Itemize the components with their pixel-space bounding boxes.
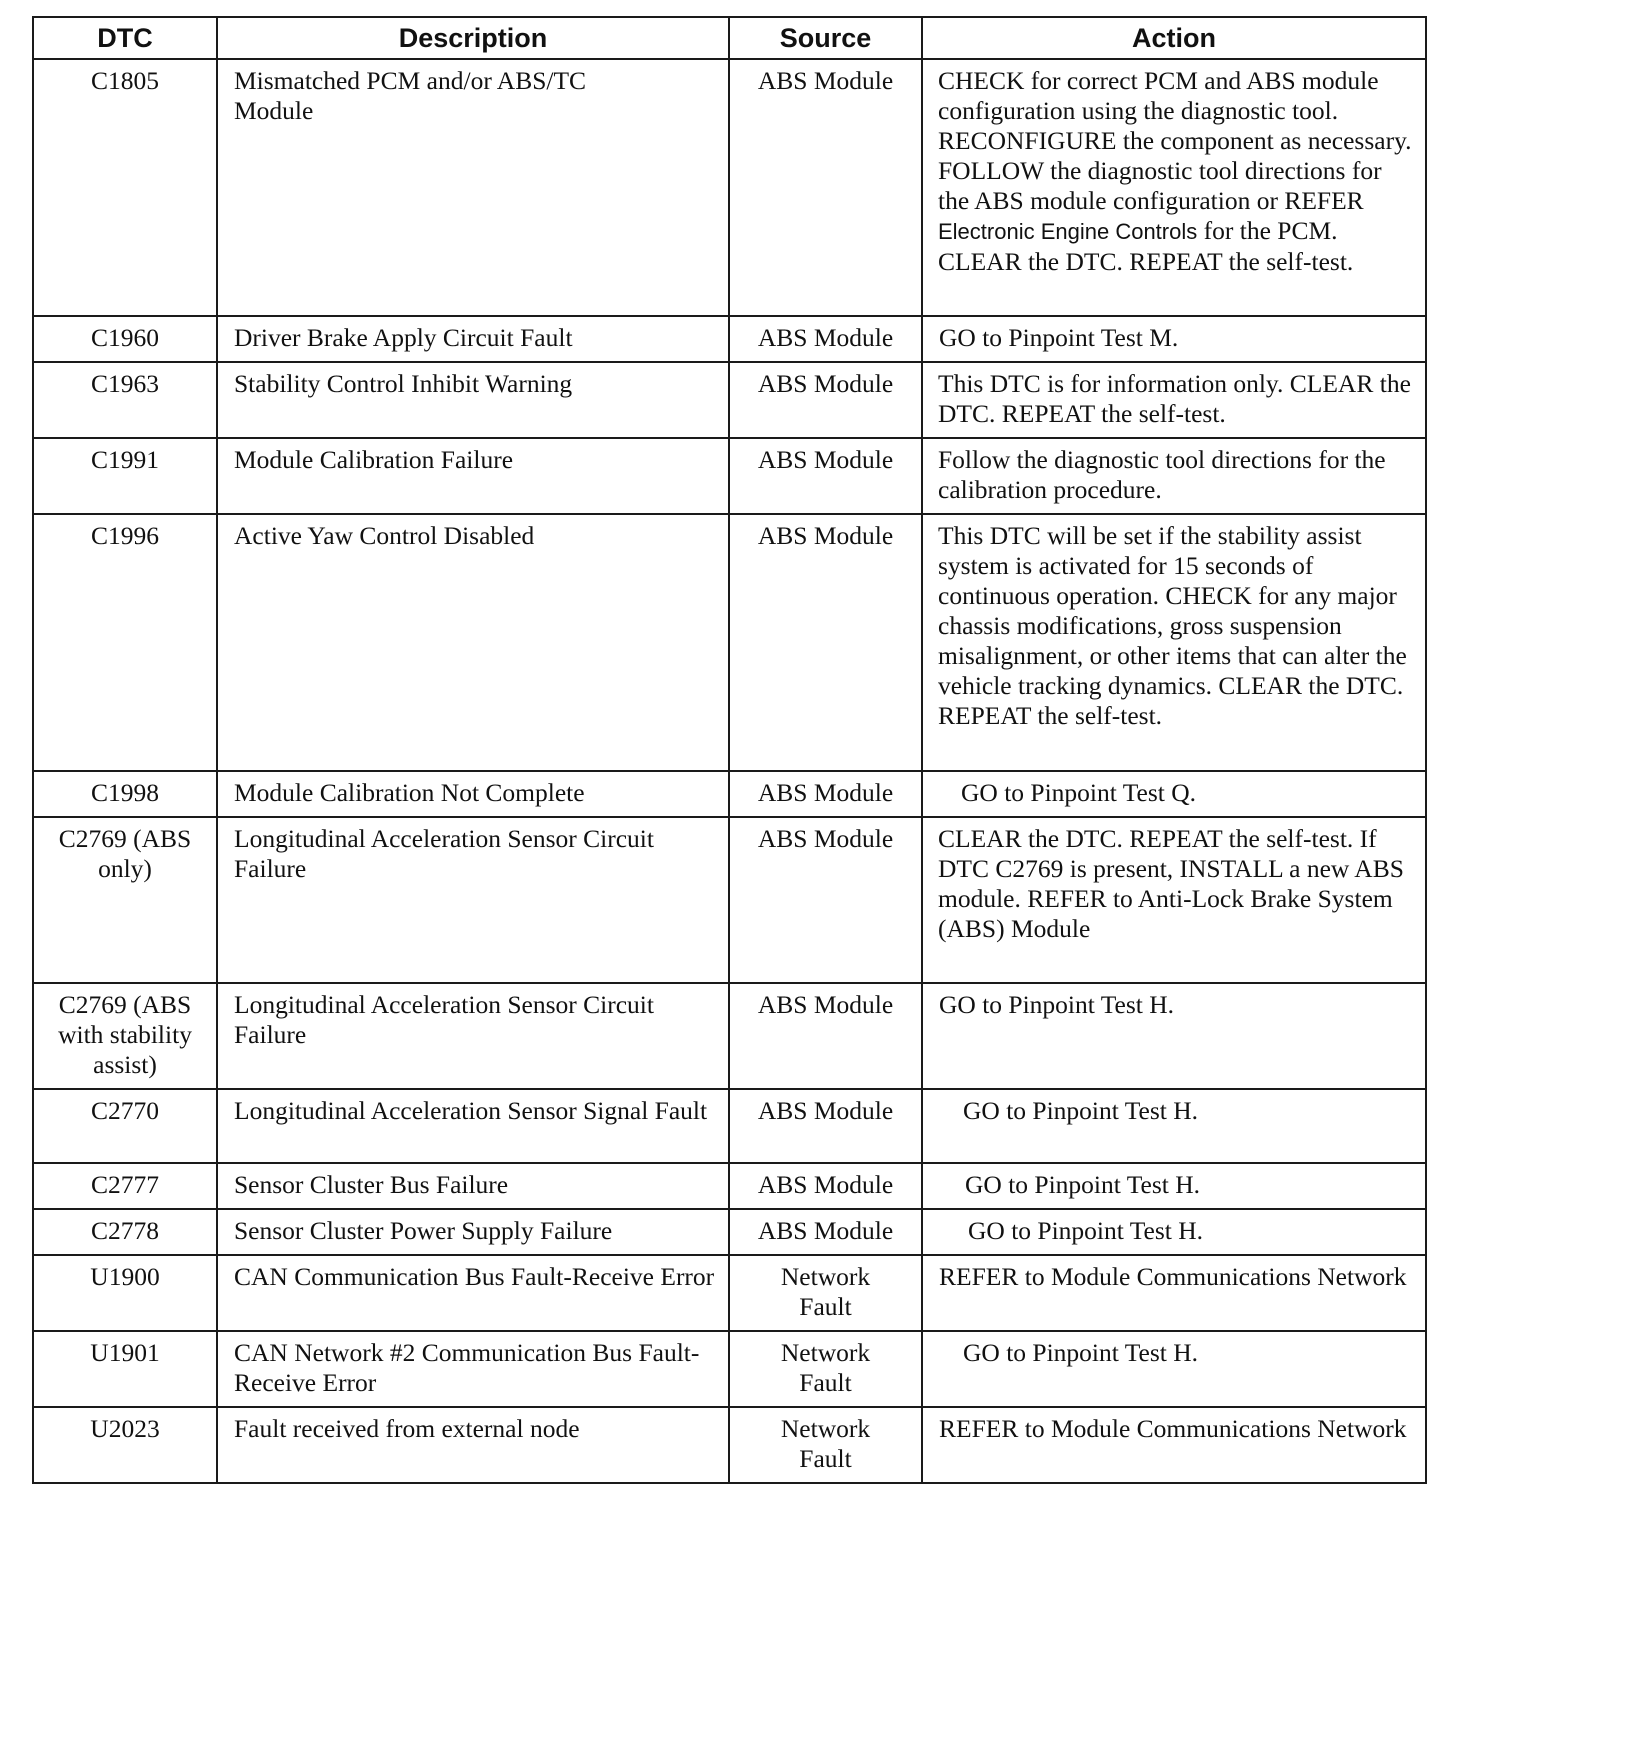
dtc-code: C1960 (33, 316, 217, 362)
dtc-description: Fault received from external node (217, 1407, 729, 1483)
action-text: CHECK for correct PCM and ABS module configuration using the diagnostic tool. RECONFIGURE the component as necessary. FOLLOW the diagnostic tool directions for the ABS module configuration or REFER (938, 66, 1412, 215)
action-text: REFER (939, 1414, 1025, 1443)
dtc-action: CLEAR the DTC. REPEAT the self-test. If DTC C2769 is present, INSTALL a new ABS module. REFER to Anti-Lock Brake System (ABS) Module (922, 817, 1426, 983)
dtc-code: C2769 (ABS only) (33, 817, 217, 983)
header-action: Action (922, 17, 1426, 59)
dtc-action[interactable]: GO to Pinpoint Test H. (922, 1089, 1426, 1163)
dtc-code: U1901 (33, 1331, 217, 1407)
action-link[interactable]: Electronic Engine Controls (938, 219, 1198, 244)
dtc-action: This DTC is for information only. CLEAR the DTC. REPEAT the self-test. (922, 362, 1426, 438)
dtc-source: ABS Module (729, 983, 922, 1089)
table-row (33, 1163, 1426, 1209)
dtc-code: U2023 (33, 1407, 217, 1483)
dtc-description: Longitudinal Acceleration Sensor Signal Fault (217, 1089, 729, 1163)
dtc-source: Network Fault (729, 1255, 922, 1331)
table-row (33, 1089, 1426, 1163)
header-row (33, 17, 1426, 59)
dtc-action[interactable]: GO to Pinpoint Test M. (922, 316, 1426, 362)
dtc-source: ABS Module (729, 817, 922, 983)
header-dtc: DTC (33, 17, 217, 59)
dtc-description: Sensor Cluster Power Supply Failure (217, 1209, 729, 1255)
dtc-source: ABS Module (729, 1089, 922, 1163)
table-row (33, 1407, 1426, 1483)
dtc-code: C1805 (33, 59, 217, 316)
dtc-description: Stability Control Inhibit Warning (217, 362, 729, 438)
dtc-table (32, 16, 1427, 1484)
dtc-description: Sensor Cluster Bus Failure (217, 1163, 729, 1209)
table-row (33, 438, 1426, 514)
dtc-code: C2770 (33, 1089, 217, 1163)
action-link[interactable]: to Module Communications Network (1024, 1262, 1407, 1291)
dtc-table-sheet (32, 16, 1427, 1484)
dtc-action: Follow the diagnostic tool directions for the calibration procedure. (922, 438, 1426, 514)
dtc-source: ABS Module (729, 1163, 922, 1209)
dtc-action[interactable]: GO to Pinpoint Test Q. (922, 771, 1426, 817)
dtc-description: Driver Brake Apply Circuit Fault (217, 316, 729, 362)
dtc-description: Longitudinal Acceleration Sensor Circuit Failure (217, 983, 729, 1089)
table-row (33, 514, 1426, 771)
action-text: REFER (939, 1262, 1025, 1291)
table-row (33, 771, 1426, 817)
dtc-action: This DTC will be set if the stability assist system is activated for 15 seconds of continuous operation. CHECK for any major chassis modifications, gross suspension misalignment, or other items that can alter the vehicle tracking dynamics. CLEAR the DTC. REPEAT the self-test. (922, 514, 1426, 771)
dtc-action[interactable]: GO to Pinpoint Test H. (922, 1331, 1426, 1407)
header-description: Description (217, 17, 729, 59)
action-text: for the PCM. CLEAR the DTC. REPEAT the self-test. (938, 216, 1354, 276)
dtc-code: C1963 (33, 362, 217, 438)
dtc-description: CAN Communication Bus Fault-Receive Error (217, 1255, 729, 1331)
action-link[interactable]: to Module Communications Network (1024, 1414, 1407, 1443)
dtc-code: C1996 (33, 514, 217, 771)
table-row (33, 1331, 1426, 1407)
table-row (33, 362, 1426, 438)
dtc-description: Module Calibration Failure (217, 438, 729, 514)
table-row (33, 1255, 1426, 1331)
dtc-action[interactable]: GO to Pinpoint Test H. (922, 983, 1426, 1089)
dtc-code: C2777 (33, 1163, 217, 1209)
dtc-action (922, 59, 1426, 316)
dtc-code: C2769 (ABS with stability assist) (33, 983, 217, 1089)
dtc-description: Mismatched PCM and/or ABS/TC Module (217, 59, 729, 316)
dtc-source: ABS Module (729, 316, 922, 362)
dtc-source: Network Fault (729, 1407, 922, 1483)
table-row (33, 983, 1426, 1089)
dtc-description: CAN Network #2 Communication Bus Fault-Receive Error (217, 1331, 729, 1407)
table-row (33, 1209, 1426, 1255)
dtc-action[interactable]: GO to Pinpoint Test H. (922, 1163, 1426, 1209)
dtc-source: ABS Module (729, 438, 922, 514)
dtc-source: Network Fault (729, 1331, 922, 1407)
table-row (33, 316, 1426, 362)
dtc-source: ABS Module (729, 59, 922, 316)
dtc-source: ABS Module (729, 1209, 922, 1255)
dtc-description: Module Calibration Not Complete (217, 771, 729, 817)
dtc-source: ABS Module (729, 514, 922, 771)
dtc-code: C1998 (33, 771, 217, 817)
table-row (33, 817, 1426, 983)
dtc-action (922, 1407, 1426, 1483)
dtc-code: C1991 (33, 438, 217, 514)
dtc-description: Longitudinal Acceleration Sensor Circuit Failure (217, 817, 729, 983)
dtc-action (922, 1255, 1426, 1331)
dtc-code: U1900 (33, 1255, 217, 1331)
dtc-source: ABS Module (729, 362, 922, 438)
dtc-action[interactable]: GO to Pinpoint Test H. (922, 1209, 1426, 1255)
dtc-code: C2778 (33, 1209, 217, 1255)
dtc-description: Active Yaw Control Disabled (217, 514, 729, 771)
header-source: Source (729, 17, 922, 59)
dtc-source: ABS Module (729, 771, 922, 817)
table-row (33, 59, 1426, 316)
